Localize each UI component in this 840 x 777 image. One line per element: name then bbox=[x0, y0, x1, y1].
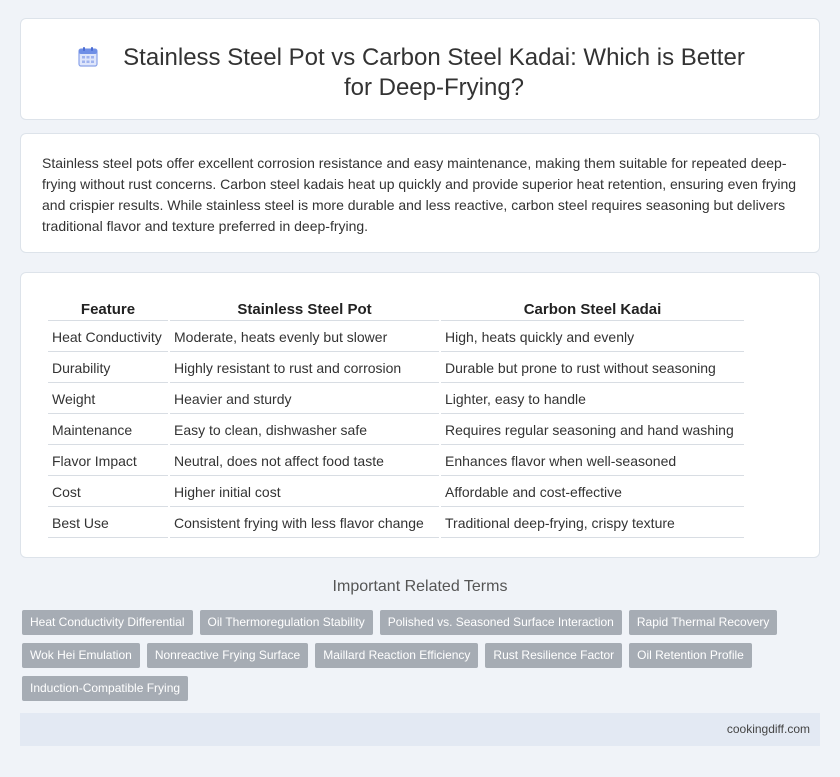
feature-cell: Durability bbox=[48, 354, 168, 383]
related-term-tag[interactable]: Oil Thermoregulation Stability bbox=[200, 610, 373, 635]
table-row bbox=[48, 478, 744, 507]
feature-cell: Heat Conductivity bbox=[48, 323, 168, 352]
carbon-cell: High, heats quickly and evenly bbox=[441, 323, 744, 352]
stainless-cell: Consistent frying with less flavor change bbox=[170, 509, 439, 538]
table-row bbox=[48, 447, 744, 476]
stainless-cell: Moderate, heats evenly but slower bbox=[170, 323, 439, 352]
related-term-tag[interactable]: Rapid Thermal Recovery bbox=[629, 610, 778, 635]
related-terms-list bbox=[22, 610, 802, 709]
stainless-cell: Heavier and sturdy bbox=[170, 385, 439, 414]
footer-site-link[interactable]: cookingdiff.com bbox=[726, 722, 810, 736]
stainless-cell: Easy to clean, dishwasher safe bbox=[170, 416, 439, 445]
related-term-tag[interactable]: Nonreactive Frying Surface bbox=[147, 643, 308, 668]
header-stainless-steel-pot: Stainless Steel Pot bbox=[170, 299, 439, 321]
feature-cell: Weight bbox=[48, 385, 168, 414]
carbon-cell: Enhances flavor when well-seasoned bbox=[441, 447, 744, 476]
summary-text: Stainless steel pots offer excellent corrosion resistance and easy maintenance, making them suitable for repeated deep-frying without rust concerns. Carbon steel kadais heat up quickly and provide superior heat retention, ensuring even frying and crispier results. While stainless steel is more durable and less reactive, carbon steel requires seasoning but delivers traditional flavor and texture preferred in deep-frying. bbox=[42, 155, 797, 234]
stainless-cell: Highly resistant to rust and corrosion bbox=[170, 354, 439, 383]
page-title: Stainless Steel Pot vs Carbon Steel Kadai: Which is Better for Deep-Frying? bbox=[123, 44, 745, 101]
header-carbon-steel-kadai: Carbon Steel Kadai bbox=[441, 299, 744, 321]
related-terms-title: Important Related Terms bbox=[332, 578, 508, 595]
feature-cell: Maintenance bbox=[48, 416, 168, 445]
stainless-cell: Higher initial cost bbox=[170, 478, 439, 507]
header-feature: Feature bbox=[48, 299, 168, 321]
table-header-row bbox=[48, 299, 744, 321]
carbon-cell: Lighter, easy to handle bbox=[441, 385, 744, 414]
carbon-cell: Traditional deep-frying, crispy texture bbox=[441, 509, 744, 538]
carbon-cell: Requires regular seasoning and hand washing bbox=[441, 416, 744, 445]
table-row bbox=[48, 323, 744, 352]
table-row bbox=[48, 509, 744, 538]
feature-cell: Cost bbox=[48, 478, 168, 507]
related-term-tag[interactable]: Rust Resilience Factor bbox=[485, 643, 622, 668]
comparison-table bbox=[46, 297, 746, 540]
carbon-cell: Durable but prone to rust without seasoning bbox=[441, 354, 744, 383]
feature-cell: Best Use bbox=[48, 509, 168, 538]
related-term-tag[interactable]: Heat Conductivity Differential bbox=[22, 610, 193, 635]
stainless-cell: Neutral, does not affect food taste bbox=[170, 447, 439, 476]
footer bbox=[20, 713, 820, 746]
related-term-tag[interactable]: Induction-Compatible Frying bbox=[22, 676, 188, 701]
header-card bbox=[20, 18, 820, 120]
comparison-card bbox=[20, 272, 820, 558]
related-term-tag[interactable]: Wok Hei Emulation bbox=[22, 643, 140, 668]
related-term-tag[interactable]: Polished vs. Seasoned Surface Interaction bbox=[380, 610, 622, 635]
related-term-tag[interactable]: Oil Retention Profile bbox=[629, 643, 752, 668]
summary-card bbox=[20, 133, 820, 253]
table-row bbox=[48, 385, 744, 414]
related-term-tag[interactable]: Maillard Reaction Efficiency bbox=[315, 643, 478, 668]
carbon-cell: Affordable and cost-effective bbox=[441, 478, 744, 507]
table-row bbox=[48, 354, 744, 383]
table-row bbox=[48, 416, 744, 445]
feature-cell: Flavor Impact bbox=[48, 447, 168, 476]
